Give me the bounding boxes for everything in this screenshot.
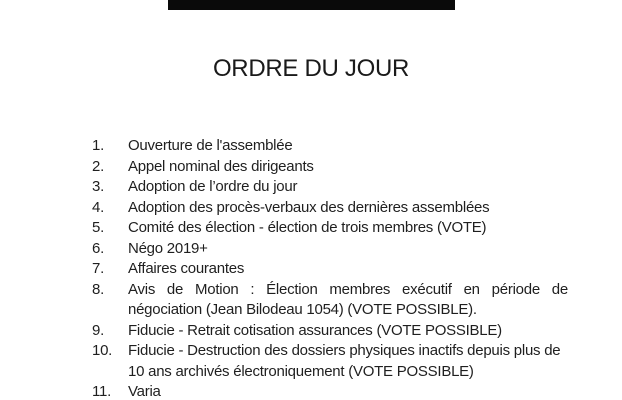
agenda-list (92, 136, 568, 400)
agenda-item-text-line: Varia (128, 383, 161, 400)
agenda-item-text-line: Adoption des procès-verbaux des dernières assemblées (128, 198, 490, 216)
agenda-item (92, 136, 568, 157)
agenda-item (92, 218, 568, 239)
document-title: ORDRE DU JOUR (212, 55, 410, 82)
agenda-item-text (128, 136, 568, 157)
agenda-item-text (128, 259, 568, 280)
agenda-item-text (128, 382, 568, 400)
agenda-item (92, 157, 568, 178)
agenda-item (92, 321, 568, 342)
agenda-item-text-line: Adoption de l’ordre du jour (128, 178, 298, 195)
agenda-item-text-line: Négo 2019+ (128, 239, 208, 257)
agenda-item (92, 382, 568, 400)
agenda-item-text-line: Appel nominal des dirigeants (128, 157, 314, 175)
agenda-item-text (128, 198, 568, 219)
agenda-item-number: 6. (92, 239, 105, 257)
agenda-item-text-line: Ouverture de l'assemblée (128, 137, 293, 154)
agenda-item-number: 10. (92, 342, 113, 359)
agenda-item-number: 11. (92, 383, 111, 400)
agenda-item-number: 7. (92, 260, 105, 277)
agenda-item-text (128, 341, 568, 382)
agenda-item-number: 9. (92, 321, 105, 339)
agenda-item (92, 198, 568, 219)
agenda-item-text-line: négociation (Jean Bilodeau 1054) (VOTE POSSIBLE). (128, 301, 477, 318)
agenda-item-number: 2. (92, 157, 105, 175)
agenda-item-text-line: 10 ans archivés électroniquement (VOTE POSSIBLE) (128, 362, 474, 380)
agenda-item (92, 177, 568, 198)
agenda-item (92, 341, 568, 382)
agenda-item-text (128, 321, 568, 342)
agenda-item-number: 4. (92, 198, 105, 216)
agenda-item-number: 8. (92, 280, 105, 298)
agenda-item-text (128, 157, 568, 178)
agenda-item-text (128, 280, 568, 321)
agenda-item-text-line: Affaires courantes (128, 260, 245, 277)
agenda-item-number: 1. (92, 137, 105, 154)
agenda-item-text-line: Fiducie - Retrait cotisation assurances (VOTE POSSIBLE) (128, 321, 502, 339)
agenda-item (92, 239, 568, 260)
agenda-item-text (128, 218, 568, 239)
agenda-item (92, 259, 568, 280)
agenda-item-text-line: Comité des élection - élection de trois membres (VOTE) (128, 219, 487, 236)
agenda-item-number: 5. (92, 219, 105, 236)
agenda-item-text-line: Fiducie - Destruction des dossiers physiques inactifs depuis plus de (128, 342, 561, 359)
agenda-item-text (128, 177, 568, 198)
agenda-item-text-line: Avis de Motion : Élection membres exécutif en période de (128, 280, 568, 298)
agenda-item-number: 3. (92, 178, 105, 195)
agenda-item (92, 280, 568, 321)
agenda-item-text (128, 239, 568, 260)
redacted-header-bar (168, 0, 455, 10)
